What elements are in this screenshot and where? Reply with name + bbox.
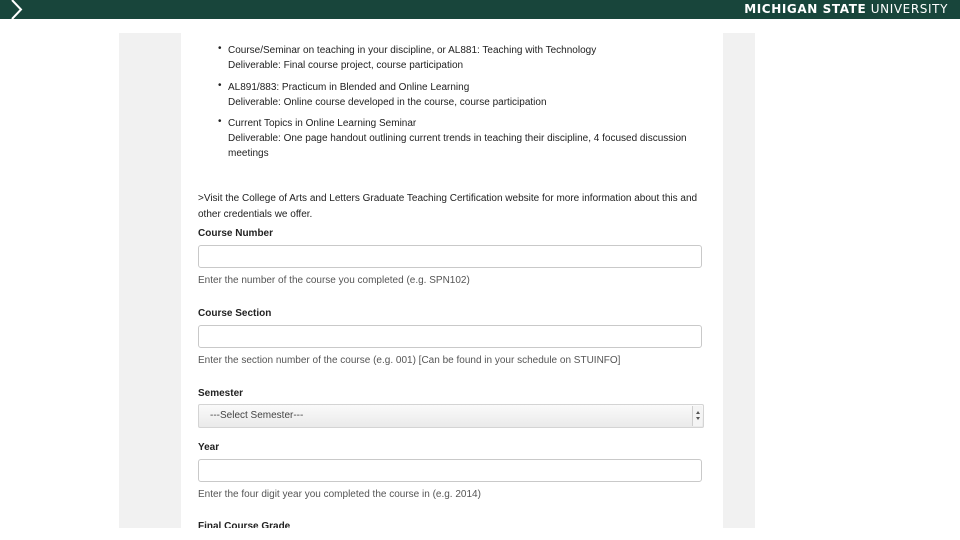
course-section-help: Enter the section number of the course (e.g. 001) [Can be found in your schedule on STUINFO] [198,355,621,366]
bullet: • [218,116,222,127]
offering-title: Current Topics in Online Learning Seminar [228,118,417,129]
select-arrows-icon [692,406,702,426]
offering-deliverable: Deliverable: Online course developed in the course, course participation [228,97,547,108]
chevron-right-icon[interactable] [8,0,28,19]
offering-title: Course/Seminar on teaching in your discipline, or AL881: Teaching with Technology [228,45,597,56]
offering-deliverable: Deliverable: One page handout outlining current trends in teaching their discipline, 4 focused discussion meetings [228,133,687,159]
bullet: • [218,43,222,54]
brand-light-text: UNIVERSITY [870,2,948,16]
course-section-input[interactable] [198,325,702,348]
header-bar [0,0,960,19]
offering-item [181,80,721,110]
semester-selected-value: ---Select Semester--- [210,410,304,421]
left-gutter [119,33,181,528]
brand-bold-text: MICHIGAN STATE [744,2,867,16]
right-gutter [723,33,755,528]
semester-select[interactable] [198,404,704,428]
bullet: • [218,80,222,91]
offering-title: AL891/883: Practicum in Blended and Online Learning [228,82,470,93]
year-input[interactable] [198,459,702,482]
course-number-help: Enter the number of the course you completed (e.g. SPN102) [198,275,470,286]
offering-item [181,43,721,73]
visit-info-text: >Visit the College of Arts and Letters Graduate Teaching Certification website for more information about this and other credentials we offer. [198,193,698,220]
offering-deliverable: Deliverable: Final course project, course participation [228,60,464,71]
course-section-label: Course Section [198,308,272,319]
course-number-label: Course Number [198,228,274,239]
form-page [181,33,723,528]
university-logo [744,2,948,16]
offering-item [181,116,701,161]
year-help: Enter the four digit year you completed the course in (e.g. 2014) [198,489,481,500]
course-number-input[interactable] [198,245,702,268]
semester-label: Semester [198,388,244,399]
final-grade-label: Final Course Grade [198,521,291,528]
year-label: Year [198,442,220,453]
